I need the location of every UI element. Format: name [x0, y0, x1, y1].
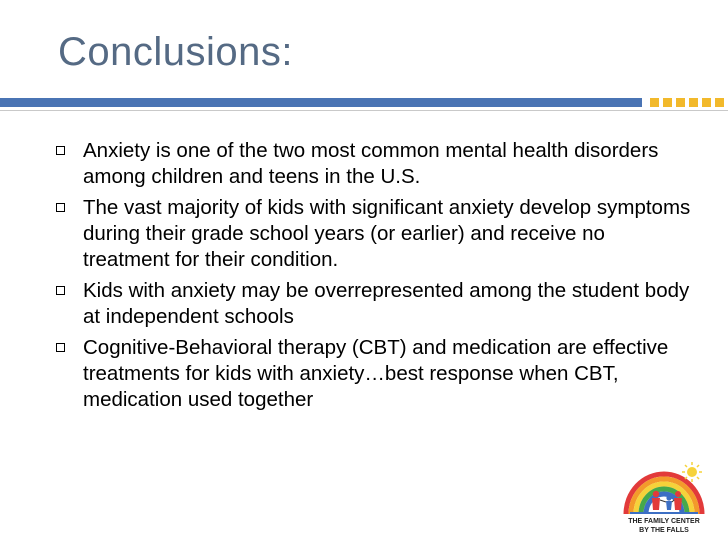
bullet-item — [52, 138, 692, 190]
rule-square — [702, 98, 711, 107]
logo-caption-line1: THE FAMILY CENTER — [628, 518, 700, 525]
title-rule — [0, 98, 642, 107]
rule-square — [650, 98, 659, 107]
slide-title: Conclusions: — [58, 30, 294, 74]
rule-square — [663, 98, 672, 107]
rule-square — [676, 98, 685, 107]
rule-square — [689, 98, 698, 107]
square-bullet-icon — [56, 203, 65, 212]
logo-caption — [624, 517, 704, 535]
square-bullet-icon — [56, 146, 65, 155]
rule-decoration — [650, 98, 724, 107]
title-underline — [0, 110, 728, 111]
bullet-list — [52, 138, 692, 418]
bullet-text: Anxiety is one of the two most common mental health disorders among children and teens in the U.S. — [83, 139, 659, 188]
bullet-text: Kids with anxiety may be overrepresented among the student body at independent schools — [83, 279, 690, 328]
bullet-item — [52, 278, 692, 330]
bullet-text: Cognitive-Behavioral therapy (CBT) and medication are effective treatments for kids with anxiety…best response when CBT, medication used together — [83, 336, 669, 411]
bullet-item — [52, 335, 692, 413]
bullet-item — [52, 195, 692, 273]
square-bullet-icon — [56, 343, 65, 352]
bullet-text: The vast majority of kids with significant anxiety develop symptoms during their grade school years (or earlier) and receive no treatment for their condition. — [83, 196, 691, 271]
square-bullet-icon — [56, 286, 65, 295]
logo-caption-line2: BY THE FALLS — [639, 527, 689, 534]
rule-square — [715, 98, 724, 107]
